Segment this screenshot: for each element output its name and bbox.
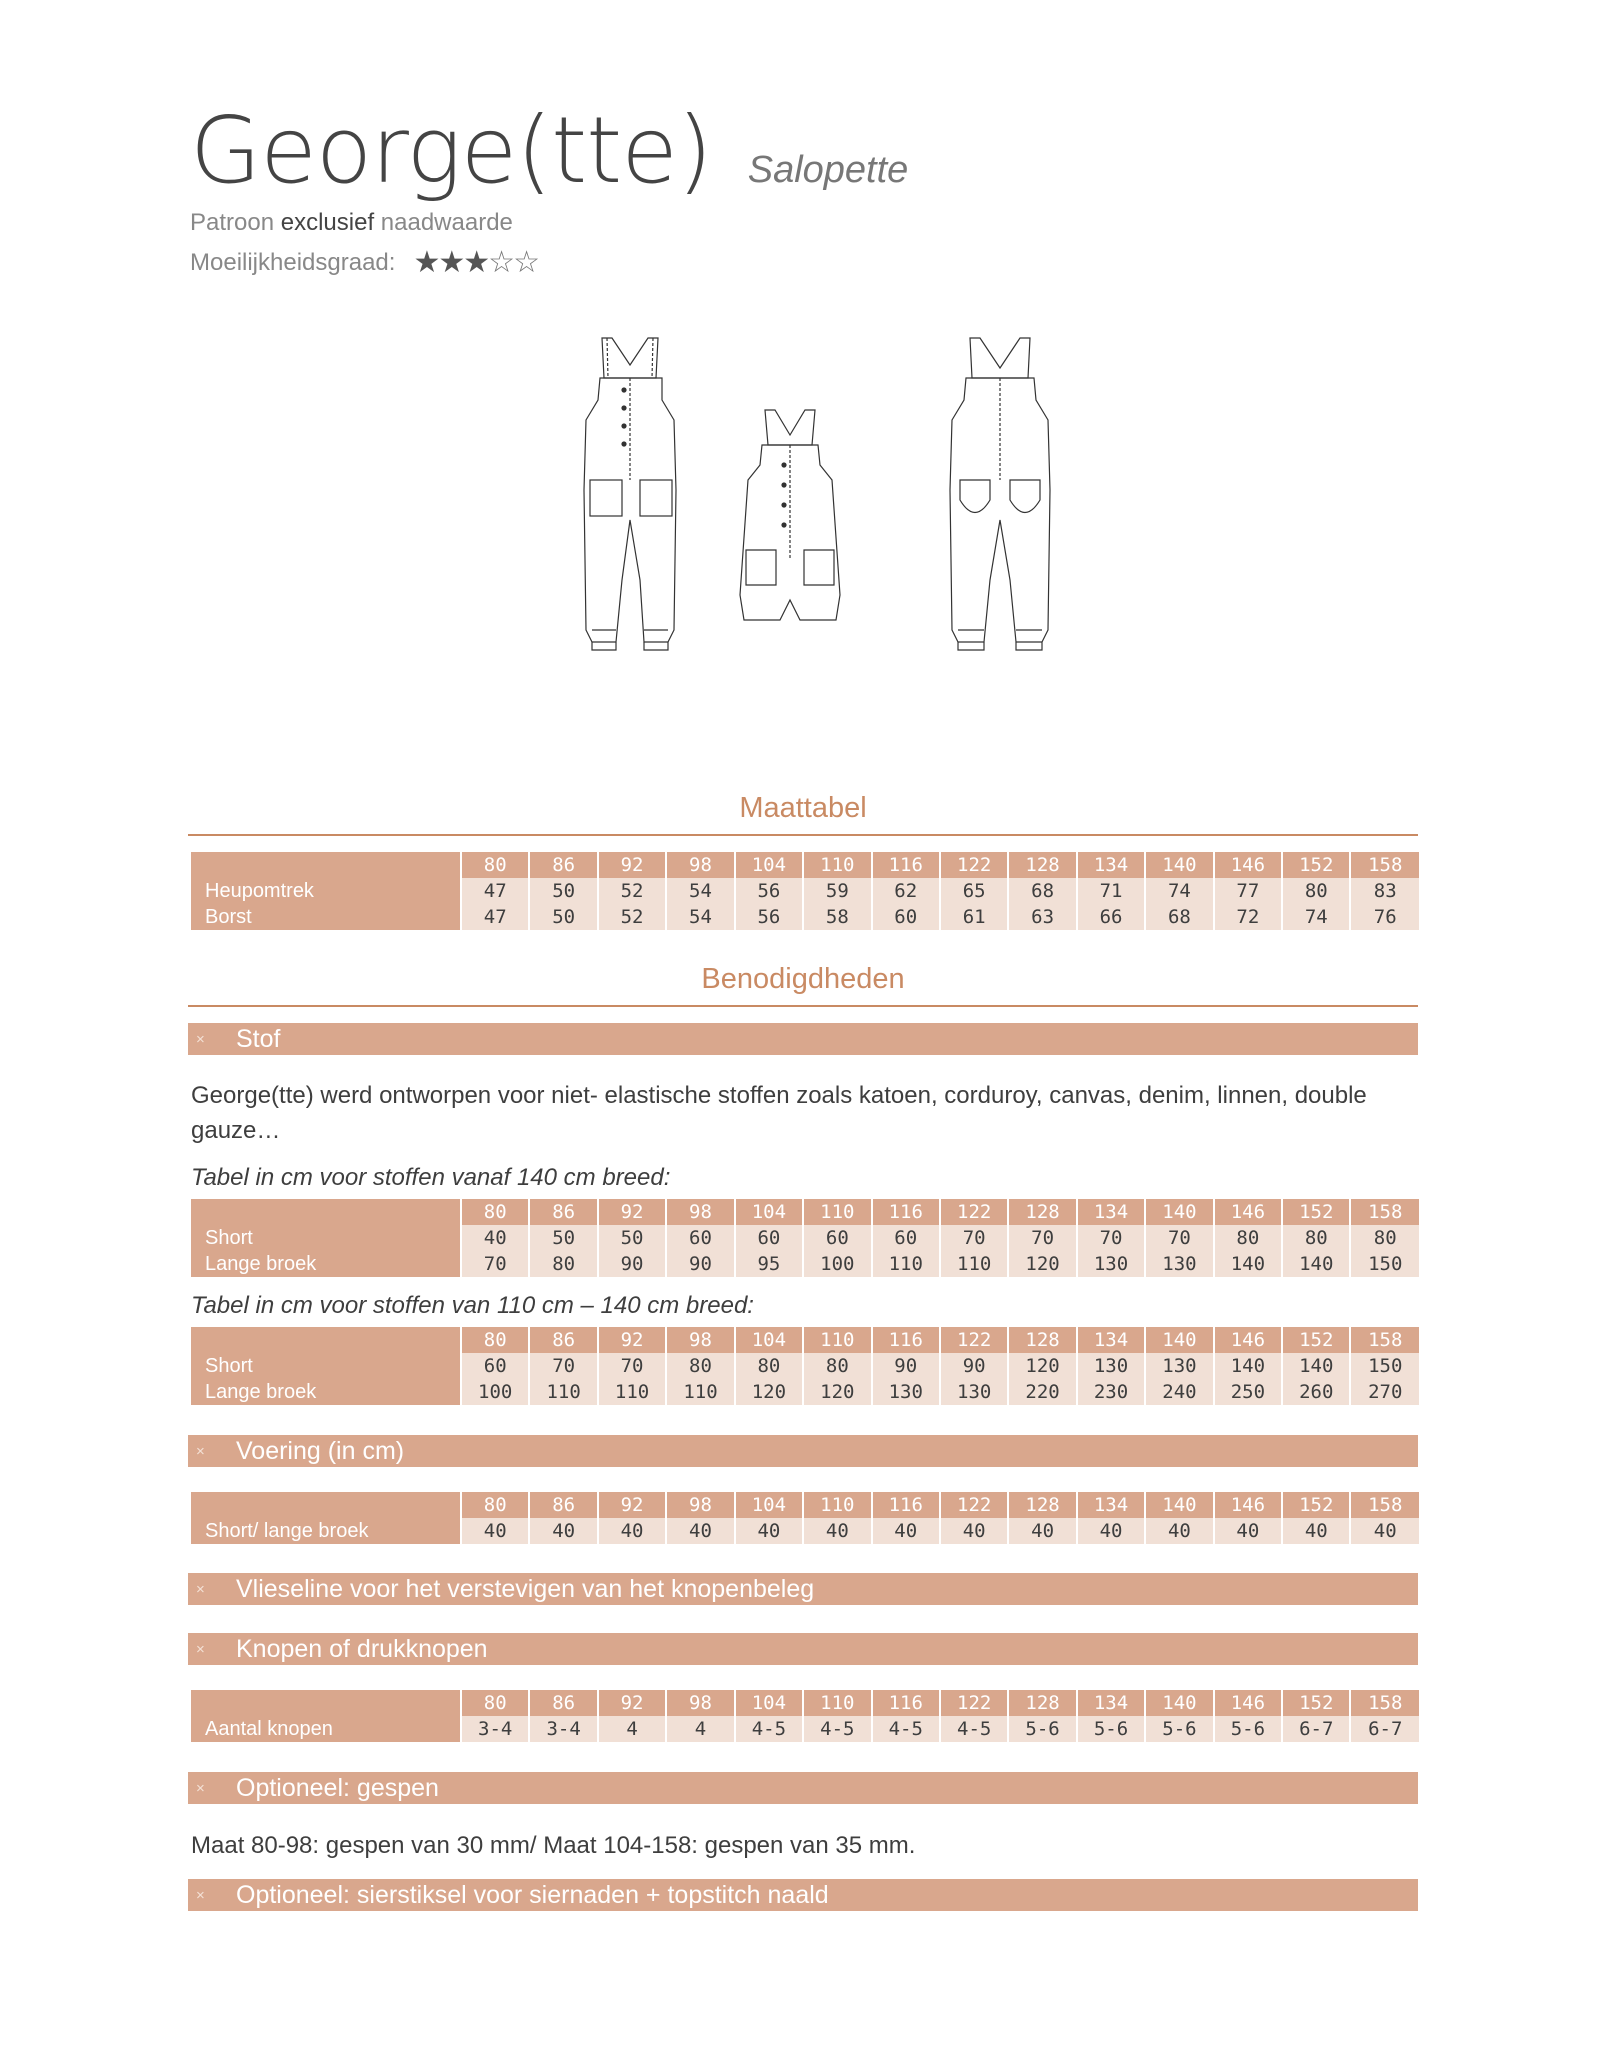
table-cell: 40: [1077, 1518, 1145, 1544]
size-header-row: [191, 1690, 1419, 1716]
size-header-cell: 98: [666, 852, 734, 878]
size-header-cell: 128: [1008, 1492, 1076, 1518]
header-corner-cell: [191, 1199, 461, 1225]
size-header-cell: 134: [1077, 1690, 1145, 1716]
row-label: Lange broek: [191, 1251, 461, 1277]
table-row: [191, 878, 1419, 904]
size-header-cell: 158: [1350, 1690, 1419, 1716]
table-cell: 40: [1145, 1518, 1213, 1544]
size-header-cell: 92: [598, 1690, 666, 1716]
size-header-cell: 110: [803, 852, 871, 878]
size-header-cell: 80: [461, 1492, 529, 1518]
table-cell: 6-7: [1350, 1716, 1419, 1742]
table-cell: 120: [735, 1379, 803, 1405]
size-header-cell: 86: [529, 852, 597, 878]
table-cell: 70: [1008, 1225, 1076, 1251]
table-cell: 65: [940, 878, 1008, 904]
gespen-description: Maat 80-98: gespen van 30 mm/ Maat 104-158: gespen van 35 mm.: [191, 1832, 916, 1859]
seam-note-emphasis: exclusief: [280, 209, 375, 236]
size-header-cell: 86: [529, 1327, 597, 1353]
table-cell: 70: [1145, 1225, 1213, 1251]
size-header-cell: 140: [1145, 1199, 1213, 1225]
table-cell: 270: [1350, 1379, 1419, 1405]
seam-note-suffix: naadwaarde: [380, 209, 513, 236]
bar-voering: [188, 1435, 1418, 1467]
table-cell: 60: [872, 904, 940, 930]
size-header-cell: 92: [598, 852, 666, 878]
star-filled-icon: ★: [463, 246, 489, 279]
size-header-cell: 104: [735, 1199, 803, 1225]
table-cell: 50: [529, 1225, 597, 1251]
size-header-row: [191, 1327, 1419, 1353]
size-header-cell: 146: [1214, 1199, 1282, 1225]
size-header-cell: 116: [872, 1492, 940, 1518]
bar-marker: ×: [196, 1779, 205, 1797]
table-cell: 68: [1008, 878, 1076, 904]
lining-table: [191, 1492, 1419, 1544]
header-corner-cell: [191, 1327, 461, 1353]
size-header-cell: 128: [1008, 1690, 1076, 1716]
bar-marker: ×: [196, 1886, 205, 1904]
caption-110: Tabel in cm voor stoffen van 110 cm – 140 cm breed:: [191, 1292, 754, 1319]
table-cell: 150: [1350, 1251, 1419, 1277]
table-cell: 50: [598, 1225, 666, 1251]
star-filled-icon: ★: [413, 246, 439, 279]
table-cell: 6-7: [1282, 1716, 1350, 1742]
bar-stof-label: Stof: [236, 1024, 281, 1053]
size-header-cell: 152: [1282, 1199, 1350, 1225]
table-cell: 52: [598, 904, 666, 930]
size-header-cell: 140: [1145, 1492, 1213, 1518]
size-header-cell: 86: [529, 1492, 597, 1518]
size-header-cell: 86: [529, 1690, 597, 1716]
table-cell: 3-4: [461, 1716, 529, 1742]
size-header-cell: 140: [1145, 1327, 1213, 1353]
header-corner-cell: [191, 852, 461, 878]
pattern-title: George(tte): [190, 97, 712, 204]
table-cell: 60: [803, 1225, 871, 1251]
table-cell: 120: [1008, 1251, 1076, 1277]
size-header-cell: 122: [940, 1492, 1008, 1518]
table-cell: 74: [1282, 904, 1350, 930]
size-header-cell: 98: [666, 1199, 734, 1225]
table-cell: 40: [461, 1225, 529, 1251]
table-cell: 80: [1282, 1225, 1350, 1251]
size-header-cell: 152: [1282, 1492, 1350, 1518]
size-header-cell: 134: [1077, 1327, 1145, 1353]
size-header-cell: 80: [461, 1199, 529, 1225]
size-header-cell: 128: [1008, 852, 1076, 878]
table-cell: 80: [1214, 1225, 1282, 1251]
size-header-cell: 104: [735, 1327, 803, 1353]
table-cell: 120: [1008, 1353, 1076, 1379]
size-header-cell: 92: [598, 1327, 666, 1353]
garment-illustration: [550, 330, 1090, 770]
table-cell: 76: [1350, 904, 1419, 930]
benodigdheden-rule: [188, 1005, 1418, 1007]
table-cell: 60: [461, 1353, 529, 1379]
table-cell: 63: [1008, 904, 1076, 930]
table-cell: 54: [666, 904, 734, 930]
table-cell: 220: [1008, 1379, 1076, 1405]
table-cell: 72: [1214, 904, 1282, 930]
size-header-cell: 98: [666, 1327, 734, 1353]
size-header-cell: 152: [1282, 852, 1350, 878]
table-cell: 70: [1077, 1225, 1145, 1251]
size-header-cell: 104: [735, 1690, 803, 1716]
table-cell: 130: [872, 1379, 940, 1405]
table-cell: 61: [940, 904, 1008, 930]
table-cell: 100: [461, 1379, 529, 1405]
size-header-cell: 158: [1350, 1327, 1419, 1353]
table-cell: 80: [666, 1353, 734, 1379]
title-row: [190, 97, 909, 204]
size-header-cell: 122: [940, 1327, 1008, 1353]
bar-siersteek-label: Optioneel: sierstiksel voor siernaden + topstitch naald: [236, 1880, 829, 1909]
table-cell: 60: [666, 1225, 734, 1251]
bar-stof: [188, 1023, 1418, 1055]
difficulty-stars: [413, 245, 538, 280]
caption-140: Tabel in cm voor stoffen vanaf 140 cm breed:: [191, 1164, 671, 1191]
size-header-cell: 158: [1350, 1492, 1419, 1518]
table-cell: 52: [598, 878, 666, 904]
table-cell: 80: [1282, 878, 1350, 904]
table-cell: 5-6: [1145, 1716, 1213, 1742]
table-cell: 70: [529, 1353, 597, 1379]
maattabel-table: [191, 852, 1419, 930]
size-header-cell: 146: [1214, 1492, 1282, 1518]
size-header-cell: 146: [1214, 1690, 1282, 1716]
size-header-cell: 116: [872, 1199, 940, 1225]
table-cell: 40: [1008, 1518, 1076, 1544]
bar-knopen: [188, 1633, 1418, 1665]
bar-marker: ×: [196, 1442, 205, 1460]
table-cell: 40: [1214, 1518, 1282, 1544]
table-cell: 40: [666, 1518, 734, 1544]
overalls-front-drawing: [584, 338, 676, 650]
table-cell: 40: [940, 1518, 1008, 1544]
row-label: Lange broek: [191, 1379, 461, 1405]
table-cell: 110: [529, 1379, 597, 1405]
size-header-row: [191, 1492, 1419, 1518]
size-header-cell: 98: [666, 1690, 734, 1716]
seam-note-prefix: Patroon: [190, 209, 275, 236]
size-header-cell: 80: [461, 1327, 529, 1353]
overalls-short-drawing: [740, 410, 840, 620]
table-row: [191, 1251, 1419, 1277]
table-cell: 110: [598, 1379, 666, 1405]
table-row: [191, 1518, 1419, 1544]
size-header-cell: 110: [803, 1327, 871, 1353]
table-cell: 56: [735, 904, 803, 930]
table-cell: 66: [1077, 904, 1145, 930]
table-cell: 40: [529, 1518, 597, 1544]
size-header-cell: 158: [1350, 1199, 1419, 1225]
size-header-cell: 122: [940, 1690, 1008, 1716]
fabric-table-110: [191, 1327, 1419, 1405]
size-header-cell: 146: [1214, 1327, 1282, 1353]
table-row: [191, 1353, 1419, 1379]
table-cell: 5-6: [1008, 1716, 1076, 1742]
size-header-cell: 134: [1077, 1199, 1145, 1225]
table-cell: 90: [940, 1353, 1008, 1379]
bar-gespen-label: Optioneel: gespen: [236, 1773, 439, 1802]
table-cell: 70: [598, 1353, 666, 1379]
table-cell: 40: [735, 1518, 803, 1544]
table-cell: 47: [461, 878, 529, 904]
table-cell: 90: [598, 1251, 666, 1277]
table-row: [191, 1716, 1419, 1742]
size-header-cell: 122: [940, 1199, 1008, 1225]
size-header-cell: 140: [1145, 1690, 1213, 1716]
size-header-cell: 86: [529, 1199, 597, 1225]
table-cell: 56: [735, 878, 803, 904]
table-cell: 80: [735, 1353, 803, 1379]
table-cell: 71: [1077, 878, 1145, 904]
table-cell: 83: [1350, 878, 1419, 904]
table-cell: 80: [1350, 1225, 1419, 1251]
star-empty-icon: ☆: [513, 246, 538, 279]
bar-marker: ×: [196, 1640, 205, 1658]
size-header-cell: 122: [940, 852, 1008, 878]
maattabel-rule: [188, 834, 1418, 836]
benodigdheden-title: Benodigdheden: [701, 963, 905, 995]
size-header-cell: 152: [1282, 1690, 1350, 1716]
size-header-cell: 104: [735, 852, 803, 878]
table-cell: 130: [940, 1379, 1008, 1405]
buttons-table: [191, 1690, 1419, 1742]
size-header-row: [191, 1199, 1419, 1225]
table-cell: 140: [1214, 1251, 1282, 1277]
row-label: Heupomtrek: [191, 878, 461, 904]
table-cell: 40: [1282, 1518, 1350, 1544]
fabric-table-140: [191, 1199, 1419, 1277]
table-cell: 47: [461, 904, 529, 930]
size-header-cell: 140: [1145, 852, 1213, 878]
bar-voering-label: Voering (in cm): [236, 1436, 405, 1465]
table-row: [191, 1225, 1419, 1251]
table-cell: 240: [1145, 1379, 1213, 1405]
size-header-cell: 134: [1077, 852, 1145, 878]
size-header-cell: 152: [1282, 1327, 1350, 1353]
table-cell: 150: [1350, 1353, 1419, 1379]
table-cell: 140: [1282, 1353, 1350, 1379]
bar-marker: ×: [196, 1030, 205, 1048]
table-cell: 77: [1214, 878, 1282, 904]
table-cell: 58: [803, 904, 871, 930]
table-cell: 230: [1077, 1379, 1145, 1405]
bar-vlieseline: [188, 1573, 1418, 1605]
table-cell: 4: [666, 1716, 734, 1742]
size-header-cell: 80: [461, 1690, 529, 1716]
row-label: Aantal knopen: [191, 1716, 461, 1742]
table-cell: 130: [1145, 1251, 1213, 1277]
bar-gespen: [188, 1772, 1418, 1804]
table-row: [191, 1379, 1419, 1405]
table-cell: 4-5: [872, 1716, 940, 1742]
size-header-cell: 104: [735, 1492, 803, 1518]
table-cell: 95: [735, 1251, 803, 1277]
overalls-back-drawing: [950, 338, 1050, 650]
row-label: Short: [191, 1353, 461, 1379]
table-cell: 140: [1214, 1353, 1282, 1379]
size-header-cell: 158: [1350, 852, 1419, 878]
difficulty-rating: [190, 245, 908, 280]
bar-marker: ×: [196, 1580, 205, 1598]
table-cell: 80: [803, 1353, 871, 1379]
size-header-cell: 80: [461, 852, 529, 878]
table-cell: 110: [666, 1379, 734, 1405]
pattern-subtitle: Salopette: [747, 149, 909, 191]
size-header-cell: 128: [1008, 1199, 1076, 1225]
table-cell: 40: [872, 1518, 940, 1544]
bar-vlieseline-label: Vlieseline voor het verstevigen van het knopenbeleg: [236, 1574, 815, 1603]
size-header-row: [191, 852, 1419, 878]
pattern-seam-note: [190, 209, 908, 237]
table-cell: 50: [529, 878, 597, 904]
table-cell: 4: [598, 1716, 666, 1742]
table-cell: 90: [872, 1353, 940, 1379]
header-corner-cell: [191, 1690, 461, 1716]
size-header-cell: 128: [1008, 1327, 1076, 1353]
size-header-cell: 146: [1214, 852, 1282, 878]
header: [190, 97, 909, 280]
size-header-cell: 98: [666, 1492, 734, 1518]
table-cell: 40: [803, 1518, 871, 1544]
table-row: [191, 904, 1419, 930]
table-cell: 90: [666, 1251, 734, 1277]
stof-description: George(tte) werd ontworpen voor niet- elastische stoffen zoals katoen, corduroy, canvas, denim, linnen, double gauze…: [191, 1082, 1367, 1144]
table-cell: 40: [461, 1518, 529, 1544]
difficulty-label: Moeilijkheidsgraad:: [190, 248, 396, 276]
size-header-cell: 110: [803, 1199, 871, 1225]
size-header-cell: 116: [872, 1327, 940, 1353]
table-cell: 4-5: [803, 1716, 871, 1742]
table-cell: 60: [872, 1225, 940, 1251]
bar-siersteek: [188, 1879, 1418, 1911]
table-cell: 68: [1145, 904, 1213, 930]
table-cell: 70: [940, 1225, 1008, 1251]
table-cell: 74: [1145, 878, 1213, 904]
table-cell: 80: [529, 1251, 597, 1277]
table-cell: 40: [598, 1518, 666, 1544]
table-cell: 59: [803, 878, 871, 904]
table-cell: 110: [940, 1251, 1008, 1277]
table-cell: 5-6: [1077, 1716, 1145, 1742]
table-cell: 100: [803, 1251, 871, 1277]
table-cell: 40: [1350, 1518, 1419, 1544]
table-cell: 70: [461, 1251, 529, 1277]
table-cell: 110: [872, 1251, 940, 1277]
size-header-cell: 110: [803, 1690, 871, 1716]
table-cell: 50: [529, 904, 597, 930]
table-cell: 140: [1282, 1251, 1350, 1277]
header-corner-cell: [191, 1492, 461, 1518]
row-label: Short: [191, 1225, 461, 1251]
star-filled-icon: ★: [438, 246, 464, 279]
size-header-cell: 110: [803, 1492, 871, 1518]
row-label: Short/ lange broek: [191, 1518, 461, 1544]
bar-knopen-label: Knopen of drukknopen: [236, 1634, 488, 1663]
table-cell: 4-5: [940, 1716, 1008, 1742]
row-label: Borst: [191, 904, 461, 930]
size-header-cell: 116: [872, 852, 940, 878]
table-cell: 62: [872, 878, 940, 904]
table-cell: 250: [1214, 1379, 1282, 1405]
table-cell: 130: [1145, 1353, 1213, 1379]
table-cell: 130: [1077, 1251, 1145, 1277]
size-header-cell: 134: [1077, 1492, 1145, 1518]
table-cell: 260: [1282, 1379, 1350, 1405]
size-header-cell: 92: [598, 1492, 666, 1518]
table-cell: 130: [1077, 1353, 1145, 1379]
table-cell: 54: [666, 878, 734, 904]
size-header-cell: 92: [598, 1199, 666, 1225]
star-empty-icon: ☆: [488, 246, 514, 279]
table-cell: 5-6: [1214, 1716, 1282, 1742]
table-cell: 120: [803, 1379, 871, 1405]
maattabel-title: Maattabel: [739, 792, 867, 824]
table-cell: 3-4: [529, 1716, 597, 1742]
size-header-cell: 116: [872, 1690, 940, 1716]
table-cell: 60: [735, 1225, 803, 1251]
table-cell: 4-5: [735, 1716, 803, 1742]
